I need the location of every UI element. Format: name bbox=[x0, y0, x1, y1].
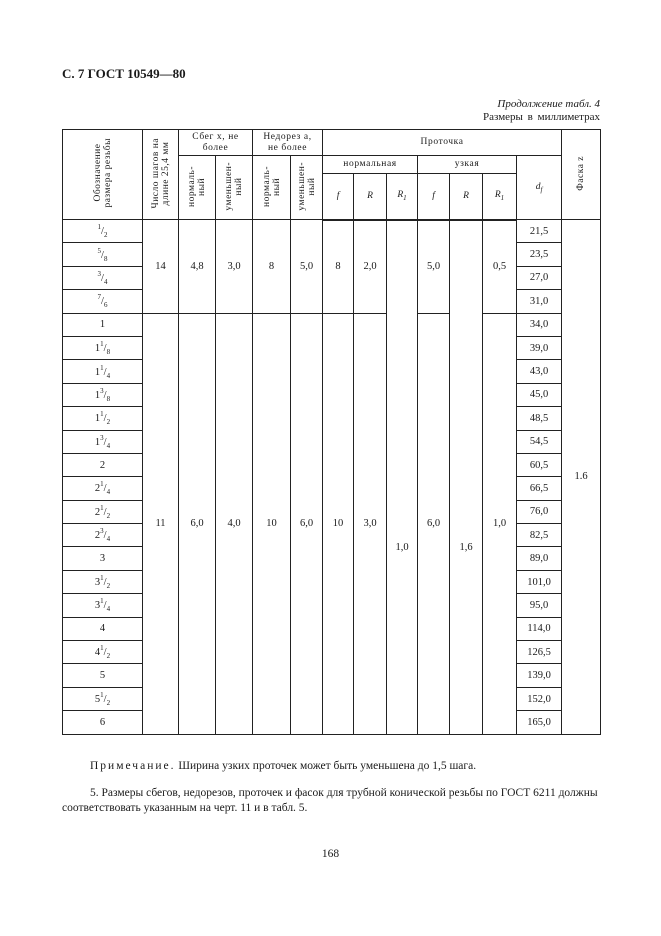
col-narrow-R1: $R_1$ bbox=[483, 174, 517, 220]
table-note bbox=[90, 760, 476, 772]
df-value: 114,0 bbox=[517, 617, 562, 640]
threads-value: 14 bbox=[143, 220, 179, 314]
threads-value: 11 bbox=[143, 313, 179, 734]
col-runout-reduced: уменьшен- ный bbox=[216, 156, 253, 220]
thread-size: $4^1/_2$ bbox=[94, 644, 111, 661]
designation-cell bbox=[63, 547, 143, 570]
thread-size: 6 bbox=[99, 716, 106, 728]
designation-cell bbox=[63, 453, 143, 476]
thread-size: $5^1/_2$ bbox=[94, 691, 111, 707]
col-designation: Обозначение размера резьбы bbox=[63, 130, 143, 220]
designation-cell bbox=[63, 313, 143, 336]
df-value: 45,0 bbox=[517, 383, 562, 406]
thread-size: $2^1/_2$ bbox=[94, 503, 111, 520]
runout-reduced-value: 4,0 bbox=[216, 313, 253, 734]
units-caption: Размеры в миллиметрах bbox=[483, 111, 600, 123]
designation-cell bbox=[63, 664, 143, 687]
thread-size: $1^1/_4$ bbox=[94, 363, 111, 380]
table-continuation: Продолжение табл. 4 bbox=[497, 98, 600, 110]
undercut-normal-value: 8 bbox=[253, 220, 291, 314]
thread-size: $^3/_4$ bbox=[97, 269, 108, 286]
df-value: 139,0 bbox=[517, 664, 562, 687]
df-value: 152,0 bbox=[517, 687, 562, 710]
df-value: 126,5 bbox=[517, 641, 562, 664]
chamfer-value: 1.6 bbox=[562, 220, 601, 735]
col-undercut-normal: нормаль- ный bbox=[253, 156, 291, 220]
note-label: Примечание. bbox=[90, 760, 176, 772]
designation-cell bbox=[63, 711, 143, 734]
thread-size: $^1/_2$ bbox=[97, 223, 108, 240]
df-value: 48,5 bbox=[517, 407, 562, 430]
df-value: 82,5 bbox=[517, 524, 562, 547]
df-value: 95,0 bbox=[517, 594, 562, 617]
col-groove-normal: нормальная bbox=[323, 156, 418, 174]
thread-size: $3^1/_4$ bbox=[94, 597, 111, 614]
note-text: Ширина узких проточек может быть уменьшена до 1,5 шага. bbox=[175, 760, 477, 772]
col-narrow-f: f bbox=[418, 174, 450, 220]
table-row bbox=[63, 220, 601, 243]
runout-reduced-value: 3,0 bbox=[216, 220, 253, 314]
designation-cell bbox=[63, 570, 143, 593]
narrow-R1-value: 1,0 bbox=[483, 313, 517, 734]
designation-cell bbox=[63, 407, 143, 430]
thread-size: 2 bbox=[99, 459, 106, 471]
col-undercut: Недорез a, не более bbox=[253, 130, 323, 156]
designation-cell bbox=[63, 383, 143, 406]
undercut-normal-value: 10 bbox=[253, 313, 291, 734]
df-value: 31,0 bbox=[517, 290, 562, 313]
col-normal-f: f bbox=[323, 174, 354, 220]
df-value: 54,5 bbox=[517, 430, 562, 453]
thread-size: 3 bbox=[99, 553, 106, 565]
table-body bbox=[63, 220, 601, 735]
narrow-R-value: 1,6 bbox=[450, 220, 483, 735]
thread-size: 5 bbox=[99, 670, 106, 682]
designation-cell bbox=[63, 500, 143, 523]
normal-f-value: 8 bbox=[323, 220, 354, 314]
narrow-R1-value: 0,5 bbox=[483, 220, 517, 314]
df-value: 21,5 bbox=[517, 220, 562, 243]
col-df: $d_f$ bbox=[517, 156, 562, 220]
col-normal-R: R bbox=[354, 174, 387, 220]
thread-size: $^5/_8$ bbox=[97, 246, 108, 263]
designation-cell bbox=[63, 243, 143, 266]
narrow-f-value: 5,0 bbox=[418, 220, 450, 314]
col-chamfer: Фаска z bbox=[562, 130, 601, 220]
undercut-reduced-value: 5,0 bbox=[291, 220, 323, 314]
narrow-f-value: 6,0 bbox=[418, 313, 450, 734]
thread-size: $1^1/_8$ bbox=[94, 340, 111, 357]
thread-size: 4 bbox=[99, 623, 106, 635]
col-undercut-reduced: уменьшен- ный bbox=[291, 156, 323, 220]
undercut-reduced-value: 6,0 bbox=[291, 313, 323, 734]
df-value: 89,0 bbox=[517, 547, 562, 570]
col-groove-narrow: узкая bbox=[418, 156, 517, 174]
thread-size: $1^1/_2$ bbox=[94, 410, 111, 427]
designation-cell bbox=[63, 266, 143, 289]
df-value: 76,0 bbox=[517, 500, 562, 523]
col-normal-R1: $R_1$ bbox=[387, 174, 418, 220]
col-threads: Число шагов на длине 25,4 мм bbox=[143, 130, 179, 220]
df-value: 43,0 bbox=[517, 360, 562, 383]
designation-cell bbox=[63, 524, 143, 547]
designation-cell bbox=[63, 430, 143, 453]
thread-dimensions-table bbox=[62, 129, 601, 735]
df-value: 60,5 bbox=[517, 453, 562, 476]
designation-cell bbox=[63, 360, 143, 383]
thread-size: $1^3/_8$ bbox=[94, 386, 111, 403]
thread-size: $2^3/_4$ bbox=[94, 527, 111, 544]
normal-R1-value: 1,0 bbox=[387, 220, 418, 735]
designation-cell bbox=[63, 687, 143, 710]
thread-size: $2^1/_4$ bbox=[94, 480, 111, 497]
col-narrow-R: R bbox=[450, 174, 483, 220]
table-row bbox=[63, 313, 601, 336]
runout-normal-value: 4,8 bbox=[179, 220, 216, 314]
col-groove: Проточка bbox=[323, 130, 562, 156]
thread-size: $3^1/_2$ bbox=[94, 574, 111, 591]
normal-R-value: 2,0 bbox=[354, 220, 387, 314]
col-runout: Сбег x, не более bbox=[179, 130, 253, 156]
df-value: 39,0 bbox=[517, 336, 562, 359]
col-runout-normal: нормаль- ный bbox=[179, 156, 216, 220]
designation-cell bbox=[63, 594, 143, 617]
page-number: 168 bbox=[321, 848, 340, 860]
thread-size: $^7/_6$ bbox=[97, 293, 108, 310]
designation-cell bbox=[63, 220, 143, 243]
df-value: 23,5 bbox=[517, 243, 562, 266]
df-value: 165,0 bbox=[517, 711, 562, 734]
normal-f-value: 10 bbox=[323, 313, 354, 734]
designation-cell bbox=[63, 336, 143, 359]
thread-size: $1^3/_4$ bbox=[94, 433, 111, 450]
paragraph-5: 5. Размеры сбегов, недорезов, проточек и фасок для трубной конической резьбы по ГОСТ 6211 должны соответствовать указанным на черт. 11 и в табл. 5. bbox=[62, 787, 598, 814]
designation-cell bbox=[63, 641, 143, 664]
document-header: С. 7 ГОСТ 10549—80 bbox=[62, 66, 186, 81]
thread-size: 1 bbox=[99, 319, 106, 331]
designation-cell bbox=[63, 477, 143, 500]
runout-normal-value: 6,0 bbox=[179, 313, 216, 734]
df-value: 66,5 bbox=[517, 477, 562, 500]
df-value: 101,0 bbox=[517, 570, 562, 593]
normal-R-value: 3,0 bbox=[354, 313, 387, 734]
df-value: 27,0 bbox=[517, 266, 562, 289]
designation-cell bbox=[63, 617, 143, 640]
df-value: 34,0 bbox=[517, 313, 562, 336]
designation-cell bbox=[63, 290, 143, 313]
